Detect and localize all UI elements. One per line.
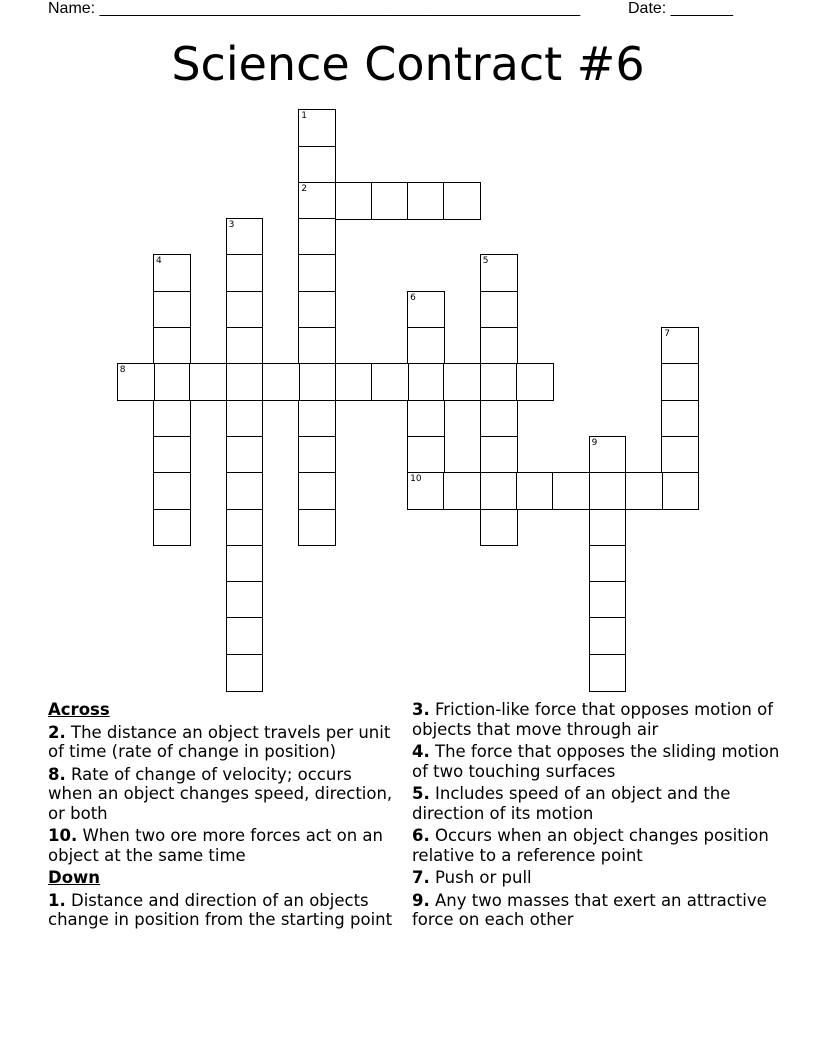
crossword-cell[interactable] — [589, 654, 627, 692]
crossword-cell[interactable] — [589, 581, 627, 619]
crossword-cell[interactable] — [298, 291, 336, 329]
crossword-cell[interactable] — [189, 363, 227, 401]
clue-number: 9. — [412, 890, 430, 910]
crossword-cell[interactable] — [153, 327, 191, 365]
crossword-cell[interactable] — [226, 400, 264, 438]
crossword-cell[interactable] — [516, 363, 554, 401]
clue-text: The force that opposes the sliding motion of two touching surfaces — [412, 742, 780, 781]
clue-text: When two ore more forces act on an object at the same time — [48, 826, 383, 865]
crossword-cell[interactable] — [226, 545, 264, 583]
crossword-cell[interactable] — [262, 363, 300, 401]
crossword-cell[interactable] — [153, 363, 191, 401]
clue-down-6 — [412, 826, 782, 865]
clue-text: Any two masses that exert an attractive force on each other — [412, 890, 767, 929]
crossword-cell[interactable] — [480, 472, 518, 510]
cell-number: 1 — [301, 111, 307, 122]
crossword-cell[interactable] — [480, 254, 518, 292]
clue-text: Occurs when an object changes position relative to a reference point — [412, 826, 769, 865]
clue-text: Push or pull — [429, 868, 532, 887]
clues-left-column — [48, 700, 400, 933]
down-heading: Down — [48, 868, 101, 887]
crossword-cell[interactable] — [335, 363, 373, 401]
crossword-cell[interactable] — [298, 146, 336, 184]
crossword-cell[interactable] — [153, 291, 191, 329]
crossword-cell[interactable] — [589, 617, 627, 655]
clue-number: 5. — [412, 784, 430, 803]
crossword-cell[interactable] — [226, 617, 264, 655]
cell-number: 9 — [591, 437, 598, 448]
crossword-cell[interactable] — [117, 363, 155, 401]
clue-number: 8. — [48, 764, 66, 784]
clues-right-column — [412, 700, 782, 933]
crossword-cell[interactable] — [480, 509, 518, 547]
clue-text: Rate of change of velocity; occurs when an object changes speed, direction, or both — [48, 764, 393, 823]
clue-number: 3. — [412, 700, 430, 719]
crossword-cell[interactable] — [480, 436, 518, 474]
crossword-cell[interactable] — [298, 509, 336, 547]
crossword-cell[interactable] — [298, 218, 336, 256]
cell-number: 7 — [664, 329, 670, 340]
clue-text: Distance and direction of an objects change in position from the starting point — [48, 890, 393, 929]
crossword-cell[interactable] — [371, 182, 409, 220]
clue-text: Friction-like force that opposes motion of objects that move through air — [412, 700, 774, 739]
crossword-cell[interactable] — [407, 436, 445, 474]
crossword-cell[interactable] — [407, 363, 445, 401]
clue-number: 7. — [412, 868, 430, 887]
crossword-cell[interactable] — [589, 509, 627, 547]
crossword-cell[interactable] — [226, 327, 264, 365]
crossword-cell[interactable] — [153, 400, 191, 438]
clue-down-9 — [412, 891, 782, 930]
across-heading: Across — [48, 700, 110, 719]
crossword-cell[interactable] — [226, 363, 264, 401]
page-title: Science Contract #6 — [171, 37, 645, 91]
clue-across-2 — [48, 723, 400, 762]
crossword-cell[interactable] — [407, 472, 445, 510]
cell-number: 3 — [228, 220, 235, 231]
cell-number: 5 — [482, 256, 489, 267]
crossword-cell[interactable] — [661, 400, 699, 438]
crossword-cell[interactable] — [226, 581, 264, 619]
crossword-cell[interactable] — [298, 182, 336, 220]
crossword-cell[interactable] — [516, 472, 554, 510]
crossword-cell[interactable] — [661, 363, 699, 401]
crossword-cell[interactable] — [589, 436, 627, 474]
cell-number: 10 — [410, 474, 422, 485]
crossword-cell[interactable] — [480, 363, 518, 401]
crossword-cell[interactable] — [371, 363, 409, 401]
crossword-cell[interactable] — [443, 182, 481, 220]
crossword-cell[interactable] — [226, 654, 264, 692]
cell-number: 8 — [119, 365, 126, 376]
crossword-cell[interactable] — [226, 291, 264, 329]
clue-down-1 — [48, 891, 400, 930]
crossword-cell[interactable] — [298, 327, 336, 365]
crossword-cell[interactable] — [661, 327, 699, 365]
cell-number: 4 — [156, 256, 162, 267]
crossword-cell[interactable] — [589, 545, 627, 583]
crossword-cell[interactable] — [298, 109, 336, 147]
crossword-cell[interactable] — [480, 291, 518, 329]
crossword-cell[interactable] — [335, 182, 373, 220]
clue-number: 10. — [48, 826, 78, 845]
clue-down-5 — [412, 784, 782, 823]
crossword-cell[interactable] — [480, 400, 518, 438]
crossword-cell[interactable] — [298, 400, 336, 438]
crossword-cell[interactable] — [298, 363, 336, 401]
clue-text: Includes speed of an object and the direction of its motion — [412, 784, 731, 823]
crossword-cell[interactable] — [153, 254, 191, 292]
crossword-cell[interactable] — [407, 291, 445, 329]
crossword-cell[interactable] — [407, 182, 445, 220]
crossword-cell[interactable] — [298, 472, 336, 510]
cell-number: 6 — [410, 292, 416, 303]
crossword-cell[interactable] — [443, 363, 481, 401]
crossword-cell[interactable] — [552, 472, 590, 510]
crossword-cell[interactable] — [661, 436, 699, 474]
crossword-cell[interactable] — [625, 472, 663, 510]
clue-down-4 — [412, 742, 782, 781]
crossword-cell[interactable] — [226, 218, 264, 256]
crossword-cell[interactable] — [407, 400, 445, 438]
crossword-cell[interactable] — [226, 472, 264, 510]
crossword-cell[interactable] — [226, 509, 264, 547]
crossword-cell[interactable] — [407, 327, 445, 365]
crossword-cell[interactable] — [661, 472, 699, 510]
crossword-cell[interactable] — [589, 472, 627, 510]
clue-text: The distance an object travels per unit of time (rate of change in position) — [48, 722, 391, 761]
crossword-cell[interactable] — [153, 436, 191, 474]
name-field-label[interactable]: Name: ______________________________________________________ — [48, 0, 581, 17]
clue-down-7 — [412, 868, 782, 888]
clue-across-8 — [48, 765, 400, 824]
date-field-label[interactable]: Date: _______ — [628, 0, 733, 17]
crossword-cell[interactable] — [298, 436, 336, 474]
cell-number: 2 — [301, 183, 307, 194]
crossword-cell[interactable] — [226, 254, 264, 292]
clue-number: 6. — [412, 826, 430, 845]
clue-number: 4. — [412, 742, 430, 761]
crossword-cell[interactable] — [298, 254, 336, 292]
crossword-cell[interactable] — [480, 327, 518, 365]
crossword-cell[interactable] — [153, 472, 191, 510]
clue-down-3 — [412, 700, 782, 739]
clue-number: 1. — [48, 890, 66, 910]
crossword-cell[interactable] — [226, 436, 264, 474]
clue-number: 2. — [48, 722, 66, 742]
crossword-cell[interactable] — [153, 509, 191, 547]
clue-across-10 — [48, 826, 400, 865]
crossword-cell[interactable] — [443, 472, 481, 510]
